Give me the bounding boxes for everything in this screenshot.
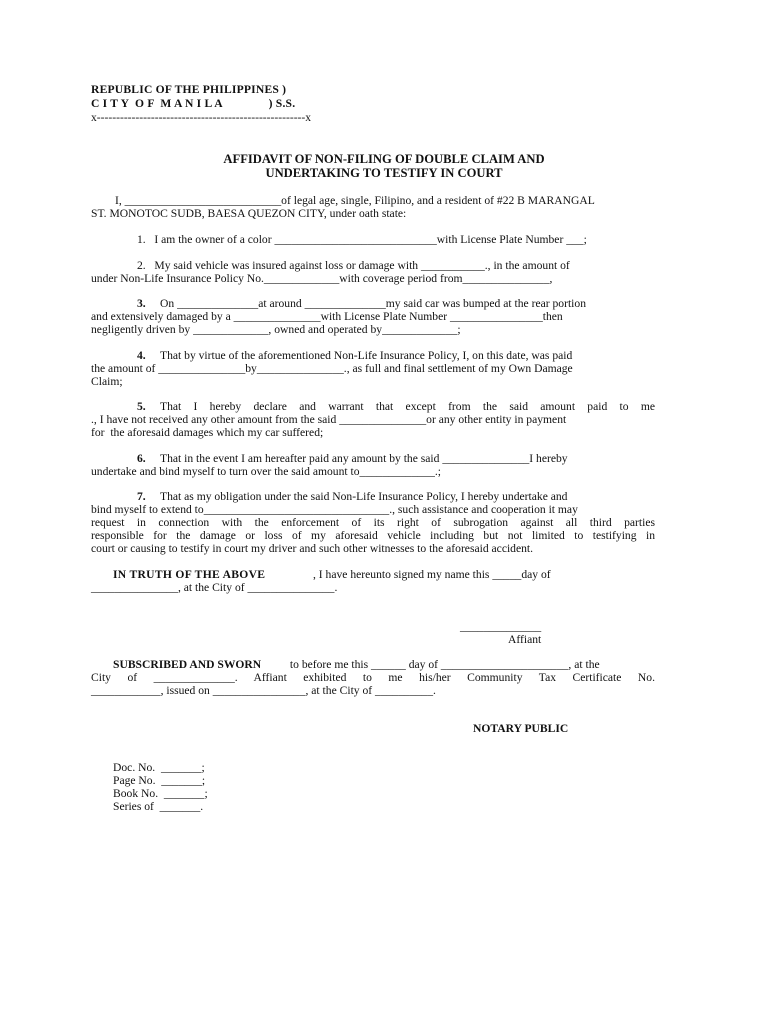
truth-clause-heading: IN TRUTH OF THE ABOVE <box>113 568 266 581</box>
notary-public-label: NOTARY PUBLIC <box>473 722 569 735</box>
header-city: C I T Y O F M A N I L A ) S.S. <box>91 97 296 110</box>
paragraph-5-line2: ., I have not received any other amount from the said _______________or any other entity in payment <box>91 413 567 426</box>
affiant-label: Affiant <box>508 633 542 646</box>
subscribed-heading: SUBSCRIBED AND SWORN <box>113 658 262 671</box>
paragraph-1: 1. I am the owner of a color ____________________________with License Plate Number ___; <box>137 233 587 246</box>
paragraph-6-line1: That in the event I am hereafter paid any amount by the said _______________I hereby <box>160 452 568 465</box>
paragraph-4-line2: the amount of _______________by_______________., as full and final settlement of my Own Damage <box>91 362 573 375</box>
paragraph-6-number: 6. <box>137 452 146 465</box>
paragraph-7-line3: request in connection with the enforcement of its right of subrogation against all third parties <box>91 516 655 529</box>
paragraph-7-number: 7. <box>137 490 146 503</box>
document-title-line2: UNDERTAKING TO TESTIFY IN COURT <box>265 166 503 180</box>
paragraph-4-number: 4. <box>137 349 146 362</box>
paragraph-3-line3: negligently driven by _____________, owned and operated by_____________; <box>91 323 461 336</box>
paragraph-2-line1: 2. My said vehicle was insured against loss or damage with ___________., in the amount of <box>137 259 570 272</box>
paragraph-7-line4: responsible for the damage or loss of my aforesaid vehicle including but not limited to testifying in <box>91 529 655 542</box>
docket-series-of: Series of _______. <box>113 800 204 813</box>
paragraph-7-line5: court or causing to testify in court my driver and such other witnesses to the aforesaid accident. <box>91 542 534 555</box>
paragraph-5-line3: for the aforesaid damages which my car suffered; <box>91 426 324 439</box>
paragraph-3-number: 3. <box>137 297 146 310</box>
paragraph-6-line2: undertake and bind myself to turn over the said amount to_____________.; <box>91 465 442 478</box>
paragraph-5-number: 5. <box>137 400 146 413</box>
intro-line1: I, ___________________________of legal age, single, Filipino, and a resident of #22 B MARANGAL <box>115 194 595 207</box>
paragraph-4-line3: Claim; <box>91 375 123 388</box>
affiant-signature-line: ______________ <box>460 620 542 633</box>
subscribed-line3: ____________, issued on ________________, at the City of __________. <box>91 684 436 697</box>
docket-page-no: Page No. _______; <box>113 774 206 787</box>
paragraph-5-line1: That I hereby declare and warrant that except from the said amount paid to me <box>160 400 655 413</box>
paragraph-3-line2: and extensively damaged by a _______________with License Plate Number ________________then <box>91 310 563 323</box>
paragraph-3-line1: On ______________at around ______________my said car was bumped at the rear portion <box>160 297 586 310</box>
intro-line2: ST. MONOTOC SUDB, BAESA QUEZON CITY, under oath state: <box>91 207 407 220</box>
docket-doc-no: Doc. No. _______; <box>113 761 205 774</box>
header-republic: REPUBLIC OF THE PHILIPPINES ) <box>91 83 287 96</box>
truth-clause-line2: _______________, at the City of _______________. <box>91 581 338 594</box>
paragraph-7-line2: bind myself to extend to________________________________., such assistance and cooperation it may <box>91 503 578 516</box>
paragraph-2-line2: under Non-Life Insurance Policy No._____________with coverage period from_______________, <box>91 272 553 285</box>
paragraph-4-line1: That by virtue of the aforementioned Non-Life Insurance Policy, I, on this date, was paid <box>160 349 573 362</box>
paragraph-7-line1: That as my obligation under the said Non-Life Insurance Policy, I hereby undertake and <box>160 490 568 503</box>
subscribed-line1: to before me this ______ day of ______________________, at the <box>287 658 600 671</box>
subscribed-line2: City of ______________. Affiant exhibited to me his/her Community Tax Certificate No. <box>91 671 655 684</box>
document-title-line1: AFFIDAVIT OF NON-FILING OF DOUBLE CLAIM AND <box>223 152 545 166</box>
truth-clause-line1: , I have hereunto signed my name this _____day of <box>313 568 551 581</box>
docket-book-no: Book No. _______; <box>113 787 208 800</box>
header-divider: x------------------------------------------------------x <box>91 111 312 124</box>
